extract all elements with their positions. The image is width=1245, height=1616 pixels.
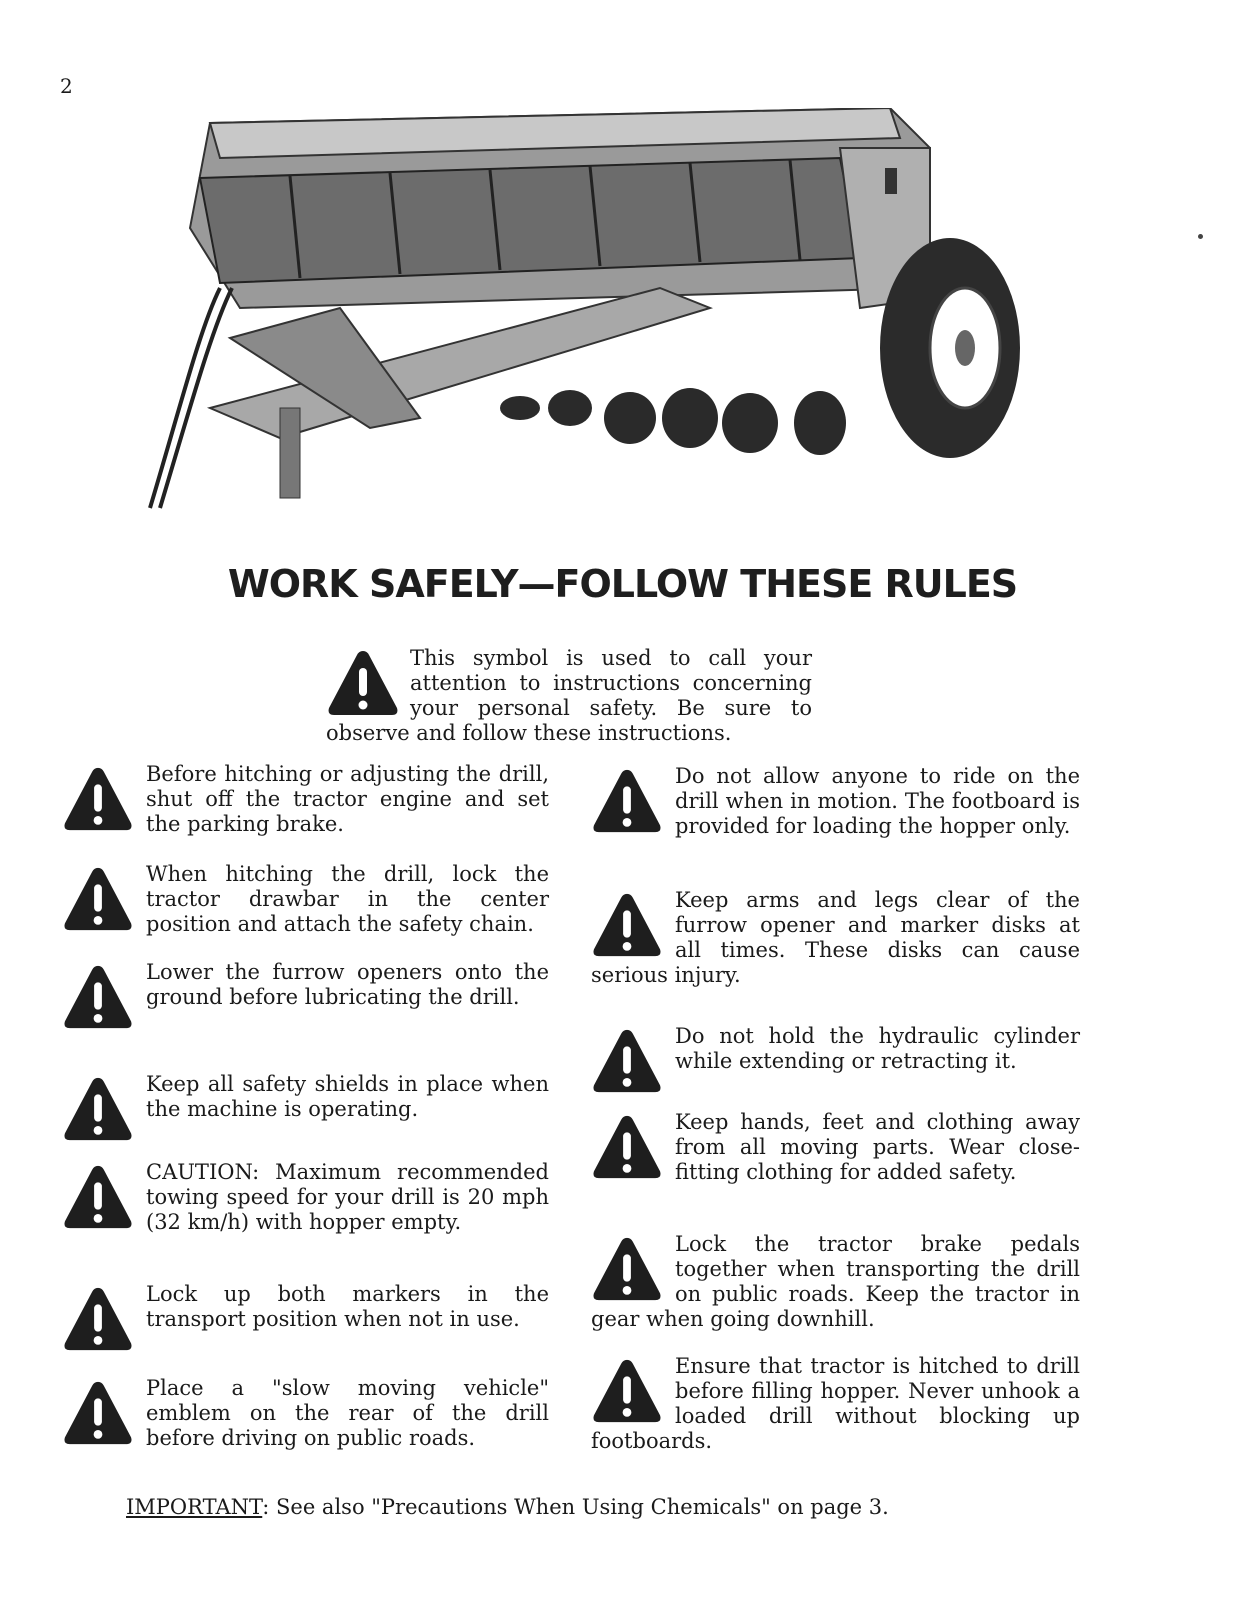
rule-text: Keep all safety shields in place when the machine is operating. [146,1072,549,1121]
rule-text: Lock up both markers in the transport position when not in use. [146,1282,549,1331]
rule-text: Ensure that tractor is hitched to drill before filling hopper. Never unhook a loaded drill without blocking up footboards. [591,1354,1080,1453]
warning-icon [62,764,134,834]
rule-text: Before hitching or adjusting the drill, shut off the tractor engine and set the parking brake. [146,762,549,836]
rule-right-5 [591,1232,1080,1332]
warning-icon [62,864,134,934]
rule-left-5 [62,1160,549,1235]
warning-icon [62,1074,134,1144]
rule-right-3 [591,1024,1080,1096]
rule-text: Do not allow anyone to ride on the drill when in motion. The footboard is provided for loading the hopper only. [675,764,1080,838]
warning-icon [62,1284,134,1354]
rule-text: Lock the tractor brake pedals together when transporting the drill on public roads. Keep the tractor in gear when going downhill. [591,1232,1080,1331]
warning-icon [591,766,663,836]
warning-icon [591,890,663,960]
warning-icon [591,1234,663,1304]
warning-icon [62,1162,134,1232]
rule-right-6 [591,1354,1080,1454]
important-text: See also "Precautions When Using Chemicals" on page 3. [276,1495,889,1519]
grain-drill-photo [120,108,1040,528]
rule-text: When hitching the drill, lock the tractor drawbar in the center position and attach the safety chain. [146,862,549,936]
page-number: 2 [60,74,73,98]
rule-text: Place a "slow moving vehicle" emblem on the rear of the drill before driving on public roads. [146,1376,549,1450]
rule-text: CAUTION: Maximum recommended towing speed for your drill is 20 mph (32 km/h) with hopper empty. [146,1160,549,1234]
rule-left-6 [62,1282,549,1354]
rule-left-7 [62,1376,549,1451]
rule-left-3 [62,960,549,1032]
intro-text: This symbol is used to call your attention to instructions concerning your personal safety. Be sure to observe and follow these instructions. [326,646,812,745]
page-title: WORK SAFELY—FOLLOW THESE RULES [227,562,1018,606]
important-note: IMPORTANT: See also "Precautions When Using Chemicals" on page 3. [126,1495,889,1519]
rule-left-1 [62,762,549,837]
rule-right-4 [591,1110,1080,1185]
rule-text: Keep arms and legs clear of the furrow opener and marker disks at all times. These disks can cause serious injury. [591,888,1080,987]
intro-block [326,646,812,746]
stray-mark [1198,234,1203,239]
warning-icon [326,648,400,718]
warning-icon [62,962,134,1032]
rule-text: Lower the furrow openers onto the ground before lubricating the drill. [146,960,549,1009]
rule-text: Keep hands, feet and clothing away from all moving parts. Wear close-fitting clothing for added safety. [675,1110,1080,1184]
rule-left-2 [62,862,549,937]
rule-text: Do not hold the hydraulic cylinder while extending or retracting it. [675,1024,1080,1073]
warning-icon [591,1356,663,1426]
warning-icon [62,1378,134,1448]
warning-icon [591,1112,663,1182]
rule-right-2 [591,888,1080,988]
important-label: IMPORTANT [126,1495,263,1519]
warning-icon [591,1026,663,1096]
rule-left-4 [62,1072,549,1144]
rule-right-1 [591,764,1080,839]
